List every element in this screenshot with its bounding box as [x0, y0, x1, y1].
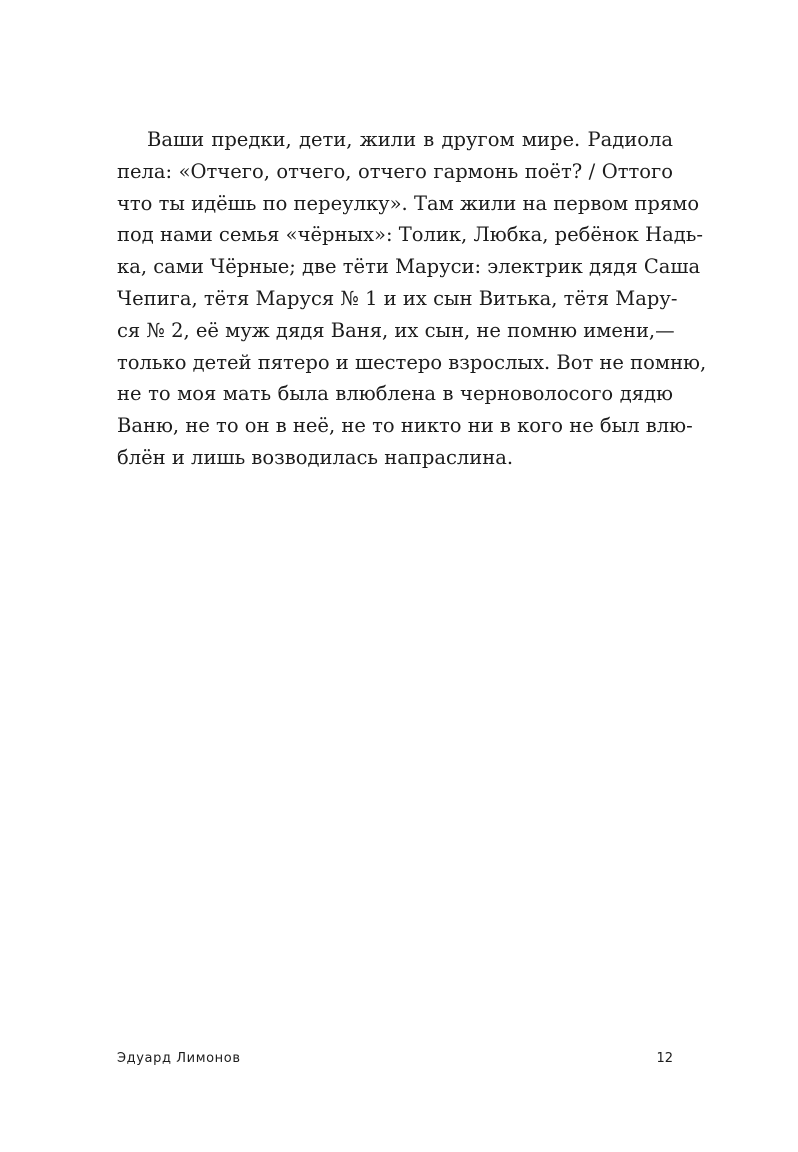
paragraph-line: Ваню, не то он в неё, не то никто ни в кого не был влю- — [117, 414, 693, 438]
paragraph-line: что ты идёшь по переулку». Там жили на первом прямо — [117, 191, 700, 215]
paragraph-line: не то моя мать была влюблена в черноволосого дядю — [117, 382, 673, 406]
body-paragraph — [117, 124, 707, 474]
paragraph-line: блён и лишь возводилась напраслина. — [117, 445, 514, 469]
paragraph-line: ка, сами Чёрные; две тёти Маруси: электрик дядя Саша — [117, 255, 701, 279]
paragraph-line: пела: «Отчего, отчего, отчего гармонь поёт? / Оттого — [117, 159, 673, 183]
paragraph-line: ся № 2, её муж дядя Ваня, их сын, не помню имени,— — [117, 318, 675, 342]
footer-author: Эдуард Лимонов — [117, 1051, 241, 1066]
paragraph-line: Ваши предки, дети, жили в другом мире. Радиола — [147, 128, 673, 151]
page-number: 12 — [656, 1051, 673, 1066]
paragraph-line: Чепига, тётя Маруся № 1 и их сын Витька, тётя Мару- — [117, 286, 678, 310]
paragraph-line: под нами семья «чёрных»: Толик, Любка, ребёнок Надь- — [117, 223, 703, 247]
paragraph-line: только детей пятеро и шестеро взрослых. Вот не помню, — [117, 350, 707, 374]
